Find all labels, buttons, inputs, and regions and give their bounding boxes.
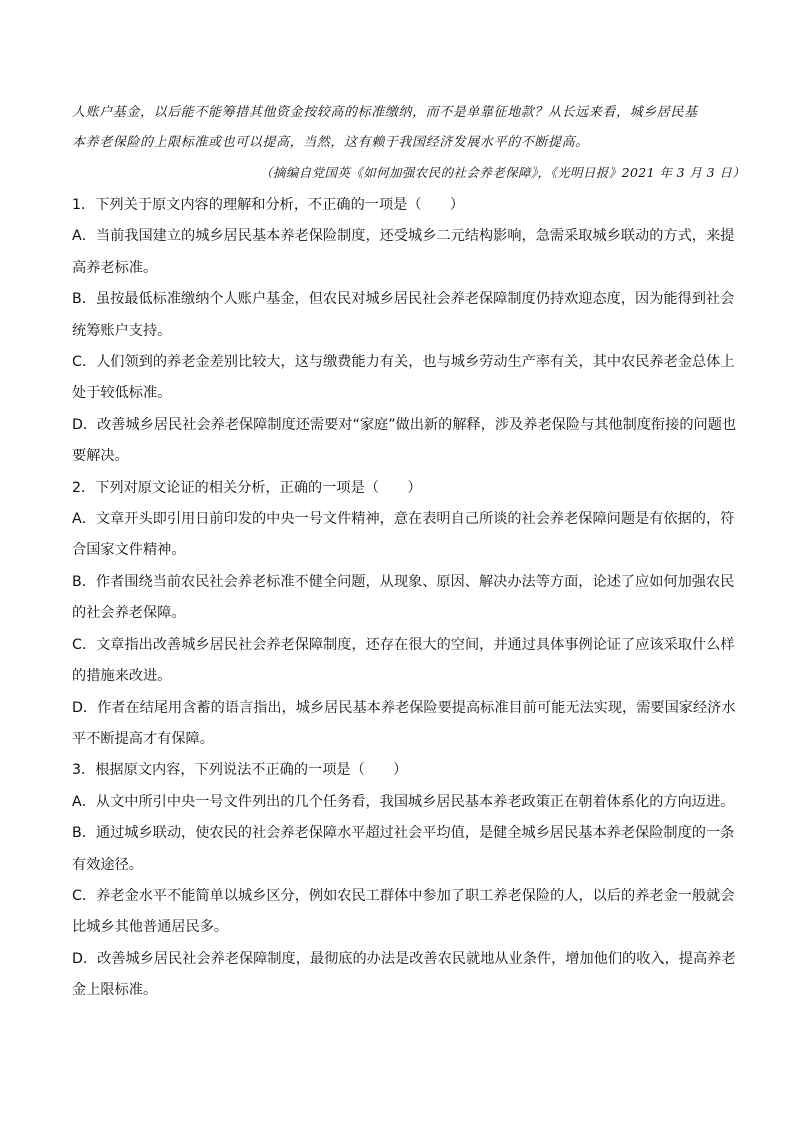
option-line: 合国家文件精神。: [72, 542, 186, 559]
option-a[interactable]: [72, 221, 735, 284]
question-1: [72, 190, 737, 473]
option-line: B．作者围绕当前农民社会养老标准不健全问题，从现象、原因、解决办法等方面，论述了应如何加强农民: [72, 573, 735, 590]
option-d[interactable]: [72, 410, 737, 473]
option-line: 的社会养老保障。: [72, 605, 186, 622]
option-line: 有效途径。: [72, 856, 143, 873]
question-stem: 3．根据原文内容，下列说法不正确的一项是（ ）: [72, 762, 408, 779]
option-d[interactable]: [72, 944, 736, 1007]
option-line: 统筹账户支持。: [72, 322, 172, 339]
source-citation: （摘编自党国英《如何加强农民的社会养老保障》，《光明日报》2021 年 3 月 3 日）: [260, 165, 746, 180]
option-line: 处于较低标准。: [72, 385, 172, 402]
option-b[interactable]: [72, 284, 735, 347]
option-a[interactable]: [72, 504, 735, 567]
option-line: 金上限标准。: [72, 982, 158, 999]
question-stem: 2．下列对原文论证的相关分析，正确的一项是（ ）: [72, 479, 422, 496]
option-line: 要解决。: [72, 448, 129, 465]
option-line: 的措施来改进。: [72, 668, 172, 685]
question-2: [72, 473, 736, 756]
question-stem: 1．下列关于原文内容的理解和分析，不正确的一项是（ ）: [72, 197, 465, 213]
option-line: C．文章指出改善城乡居民社会养老保障制度，还存在很大的空间，并通过具体事例论证了应该采取什么样: [72, 636, 735, 653]
option-line: B．通过城乡联动，使农民的社会养老保障水平超过社会平均值，是健全城乡居民基本养老保险制度的一条: [72, 825, 735, 842]
option-b[interactable]: [72, 818, 735, 881]
option-line: C．人们领到的养老金差别比较大，这与缴费能力有关，也与城乡劳动生产率有关，其中农民养老金总体上: [72, 354, 735, 371]
option-line: C．养老金水平不能简单以城乡区分，例如农民工群体中参加了职工养老保险的人，以后的养老金一般就会: [72, 887, 735, 904]
option-line: D．改善城乡居民社会养老保障制度还需要对“家庭”做出新的解释，涉及养老保险与其他制度衔接的问题也: [72, 416, 737, 433]
option-line: A．当前我国建立的城乡居民基本养老保险制度，还受城乡二元结构影响，急需采取城乡联动的方式，来提: [72, 228, 735, 245]
option-line: 高养老标准。: [72, 259, 158, 276]
option-a[interactable]: [72, 787, 735, 818]
option-c[interactable]: [72, 881, 735, 944]
option-c[interactable]: [72, 347, 735, 410]
option-line: B．虽按最低标准缴纳个人账户基金，但农民对城乡居民社会养老保障制度仍持欢迎态度，因为能得到社会: [72, 291, 735, 308]
passage-line: 本养老保险的上限标准或也可以提高，当然，这有赖于我国经济发展水平的不断提高。: [72, 135, 589, 150]
option-c[interactable]: [72, 630, 735, 693]
question-list: [72, 190, 737, 1007]
option-b[interactable]: [72, 567, 735, 630]
passage-line: 人账户基金，以后能不能筹措其他资金按较高的标准缴纳，而不是单靠征地款？从长远来看，城乡居民基: [72, 105, 698, 120]
option-line: A．文章开头即引用日前印发的中央一号文件精神，意在表明自己所谈的社会养老保障问题是有依据的，符: [72, 511, 735, 528]
passage-excerpt: [72, 98, 722, 158]
option-line: 平不断提高才有保障。: [72, 730, 214, 747]
option-d[interactable]: [72, 693, 736, 756]
option-line: D．作者在结尾用含蓄的语言指出，城乡居民基本养老保险要提高标准目前可能无法实现，需要国家经济水: [72, 699, 736, 716]
option-line: D．改善城乡居民社会养老保障制度，最彻底的办法是改善农民就地从业条件，增加他们的收入，提高养老: [72, 950, 736, 967]
option-line: 比城乡其他普通居民多。: [72, 919, 229, 936]
question-3: [72, 755, 736, 1006]
option-line: A．从文中所引中央一号文件列出的几个任务看，我国城乡居民基本养老政策正在朝着体系化的方向迈进。: [72, 793, 735, 810]
